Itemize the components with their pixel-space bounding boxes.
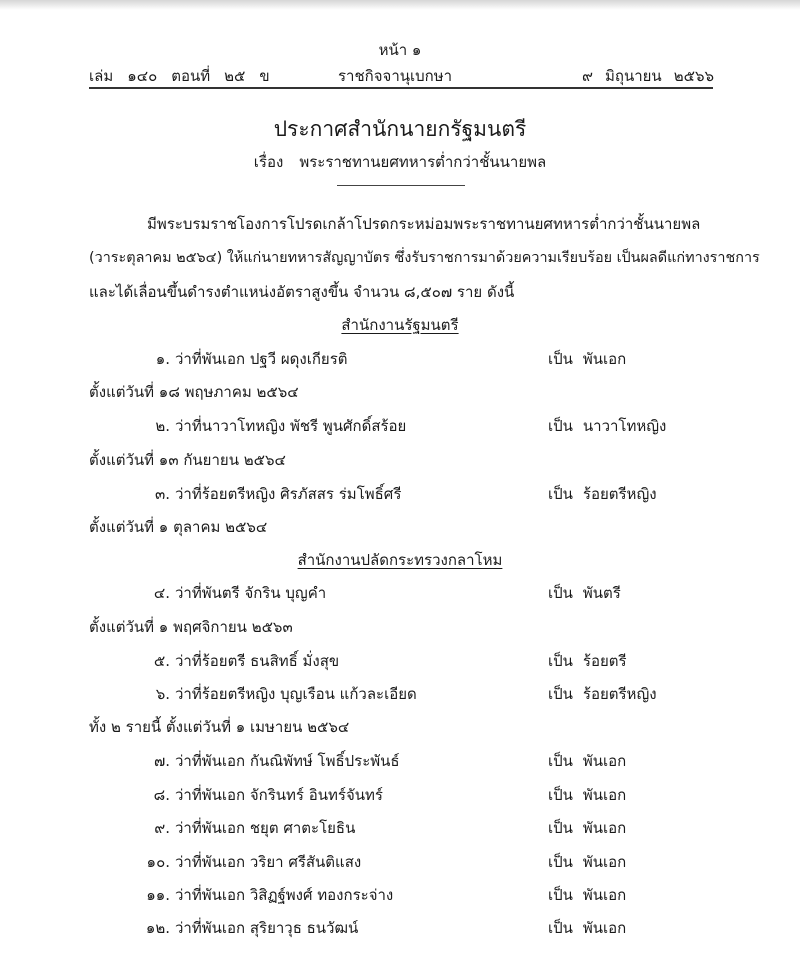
be-label: เป็น: [548, 853, 573, 871]
item-name: ว่าที่ร้อยตรีหญิง ศิรภัสสร ร่มโพธิ์ศรี: [175, 485, 402, 503]
item-name: ว่าที่นาวาโทหญิง พัชรี พูนศักดิ์สร้อย: [175, 417, 407, 435]
rank-value: ร้อยตรี: [582, 652, 627, 670]
be-label: เป็น: [548, 919, 573, 937]
issue-section: ข: [259, 67, 270, 85]
section-heading-pm-office: สำนักงานรัฐมนตรี: [341, 316, 459, 334]
item-rank: [548, 850, 626, 874]
section-heading-defense-office: สำนักงานปลัดกระทรวงกลาโหม: [297, 551, 503, 569]
item-number: ๗.: [153, 752, 170, 770]
effective-date: ตั้งแต่วันที่ ๑๘ พฤษภาคม ๒๕๖๔: [89, 383, 299, 401]
item-name: ว่าที่พันเอก จักรินทร์ อินทร์จันทร์: [175, 786, 383, 804]
item-rank: [548, 783, 626, 807]
rank-value: ร้อยตรีหญิง: [582, 485, 657, 503]
intro-line-1: มีพระบรมราชโองการโปรดเกล้าโปรดกระหม่อมพระราชทานยศทหารต่ำกว่าชั้นนายพล: [147, 215, 701, 233]
document-subject: [0, 150, 800, 174]
rank-value: พันเอก: [582, 886, 627, 904]
item-rank: [548, 816, 626, 840]
item-rank: [548, 749, 626, 773]
be-label: เป็น: [548, 786, 573, 804]
intro-line-2: (วาระตุลาคม ๒๕๖๔) ให้แก่นายทหารสัญญาบัตร ซึ่งรับราชการมาด้วยความเรียบร้อย เป็นผลดีแก่ทางราชการ: [89, 250, 760, 266]
item-number: ๑๒.: [145, 919, 170, 937]
document-title: ประกาศสำนักนายกรัฐมนตรี: [273, 117, 527, 141]
item-name: ว่าที่พันเอก วริยา ศรีสันติแสง: [175, 853, 362, 871]
item-rank: [548, 482, 657, 506]
item-number: ๔.: [153, 584, 170, 602]
effective-date: ตั้งแต่วันที่ ๑๓ กันยายน ๒๕๖๔: [89, 451, 286, 469]
rank-value: นาวาโทหญิง: [582, 417, 667, 435]
intro-line-3: และได้เลื่อนขึ้นดำรงตำแหน่งอัตราสูงขึ้น จำนวน ๘,๕๐๗ ราย ดังนี้: [89, 283, 515, 301]
item-rank: [548, 883, 626, 907]
item-rank: [548, 916, 626, 940]
rank-value: พันเอก: [582, 350, 627, 368]
item-number: ๓.: [154, 485, 170, 503]
date-day: ๙: [582, 67, 593, 85]
be-label: เป็น: [548, 485, 573, 503]
item-rank: [548, 581, 621, 605]
header-rule: [89, 87, 713, 89]
item-number: ๑๑.: [146, 886, 170, 904]
issue-label: ตอนที่: [171, 67, 211, 85]
be-label: เป็น: [548, 417, 573, 435]
rank-value: พันเอก: [582, 819, 627, 837]
be-label: เป็น: [548, 350, 573, 368]
item-rank: [548, 649, 627, 673]
rank-value: พันตรี: [582, 584, 621, 602]
effective-date: ตั้งแต่วันที่ ๑ พฤศจิกายน ๒๕๖๓: [89, 618, 293, 636]
item-name: ว่าที่พันเอก ปฐวี ผดุงเกียรติ: [175, 350, 348, 368]
volume-number: ๑๔๐: [127, 67, 158, 85]
be-label: เป็น: [548, 685, 573, 703]
item-name: ว่าที่พันตรี จักริน บุญคำ: [175, 584, 327, 602]
item-name: ว่าที่พันเอก สุริยาวุธ ธนวัฒน์: [175, 919, 359, 937]
item-name: ว่าที่พันเอก ชยุต ศาตะโยธิน: [175, 819, 356, 837]
item-name: ว่าที่ร้อยตรีหญิง บุญเรือน แก้วละเอียด: [175, 685, 417, 703]
item-number: ๕.: [153, 652, 170, 670]
page-number: หน้า ๑: [378, 41, 422, 59]
be-label: เป็น: [548, 819, 573, 837]
be-label: เป็น: [548, 886, 573, 904]
volume-info: [89, 64, 284, 88]
date-month: มิถุนายน: [605, 67, 662, 85]
rank-value: พันเอก: [582, 786, 627, 804]
date-year: ๒๕๖๖: [673, 67, 714, 85]
item-name: ว่าที่พันเอก วิสิฏฐ์พงศ์ ทองกระจ่าง: [175, 886, 394, 904]
item-rank: [548, 347, 626, 371]
subject-text: พระราชทานยศทหารต่ำกว่าชั้นนายพล: [299, 153, 547, 171]
item-number: ๘.: [153, 786, 170, 804]
rank-value: พันเอก: [582, 752, 627, 770]
item-name: ว่าที่ร้อยตรี ธนสิทธิ์ มั่งสุข: [175, 652, 340, 670]
item-number: ๑๐.: [146, 853, 170, 871]
be-label: เป็น: [548, 652, 573, 670]
item-number: ๙.: [154, 819, 170, 837]
rank-value: ร้อยตรีหญิง: [582, 685, 657, 703]
item-rank: [548, 682, 657, 706]
subject-label: เรื่อง: [253, 153, 284, 171]
volume-label: เล่ม: [89, 67, 114, 85]
rank-value: พันเอก: [582, 919, 627, 937]
gazette-name: ราชกิจจานุเบกษา: [338, 67, 453, 85]
effective-date: ตั้งแต่วันที่ ๑ ตุลาคม ๒๕๖๔: [89, 518, 268, 536]
item-number: ๒.: [155, 417, 170, 435]
item-rank: [548, 414, 666, 438]
publish-date: [570, 64, 714, 88]
rank-value: พันเอก: [582, 853, 627, 871]
effective-date: ทั้ง ๒ รายนี้ ตั้งแต่วันที่ ๑ เมษายน ๒๕๖๔: [89, 718, 350, 736]
be-label: เป็น: [548, 752, 573, 770]
be-label: เป็น: [548, 584, 573, 602]
item-number: ๑.: [155, 350, 170, 368]
title-divider: [337, 185, 465, 186]
item-number: ๖.: [155, 685, 170, 703]
item-name: ว่าที่พันเอก กันณิพัทษ์ โพธิ์ประพันธ์: [175, 752, 400, 770]
issue-number: ๒๕: [224, 67, 246, 85]
